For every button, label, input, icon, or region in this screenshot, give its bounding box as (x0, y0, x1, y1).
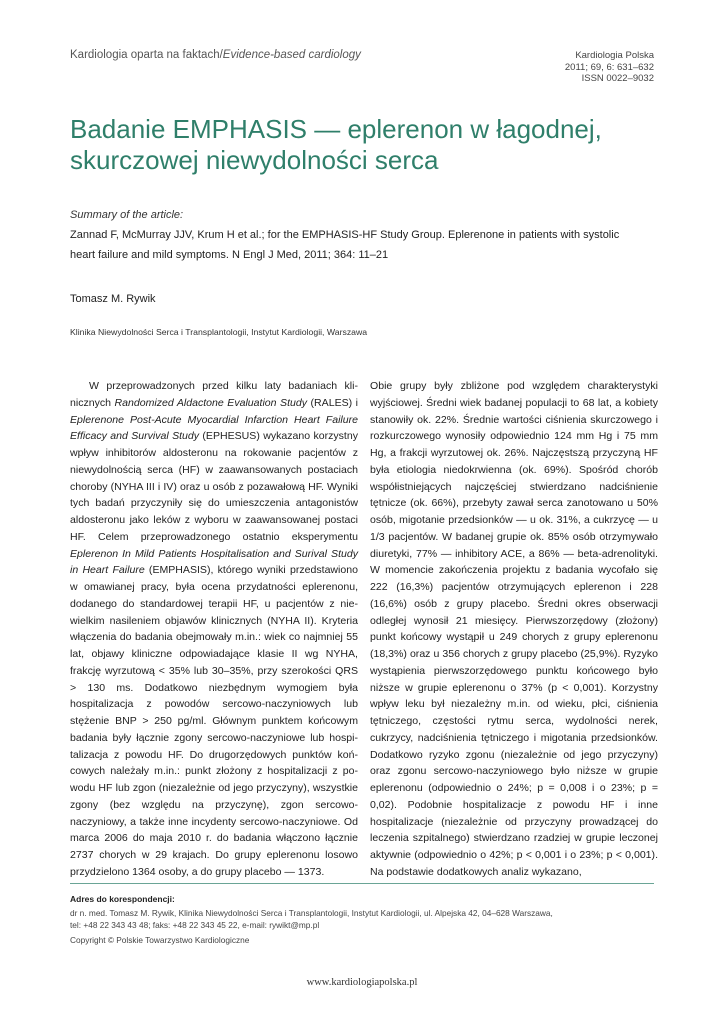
correspondence-address (70, 907, 660, 931)
body-column-left (70, 378, 358, 881)
citation (70, 225, 660, 265)
section-label-en: Evidence-based cardiology (222, 49, 361, 61)
correspondence-line-1: dr n. med. Tomasz M. Rywik, Klinika Niewydolności Serca i Transplantologii, Instytut Kardiologii, ul. Alpejska 42, 04–628 Warszawa, (70, 908, 553, 918)
citation-line-1: Zannad F, McMurray JJV, Krum H et al.; for the EMPHASIS-HF Study Group. Eplerenone in patients with systolic (70, 229, 620, 241)
author-name: Tomasz M. Rywik (70, 293, 156, 305)
journal-name: Kardiologia Polska (575, 50, 654, 61)
body-column-right (370, 378, 658, 881)
title-line-1: Badanie EMPHASIS — eplerenon w łagodnej, (70, 114, 602, 144)
author-affiliation: Klinika Niewydolności Serca i Transplantologii, Instytut Kardiologii, Warszawa (70, 327, 368, 337)
footnote-divider (70, 883, 654, 884)
volume-pages: 2011; 69, 6: 631–632 (564, 61, 654, 73)
body-text: (EPHESUS) wykazano korzystny wpływ inhibitorów aldosteronu na rokowanie pacjentów z niewydolnością serca (HF) w zaawansowanych postaciach choroby (NYHA III i IV) oraz u osób z pozawałową HF. Wyniki tych badań przyczyniły się do umieszczenia antagonistów aldosteronu jako leków z wyboru w zaawansowanej postaci HF. Celem przeprowadzonego ostatnio eksperymentu (70, 430, 358, 543)
section-label-pl: Kardiologia oparta na faktach/ (70, 49, 223, 61)
citation-line-2: heart failure and mild symptoms. N Engl J Med, 2011; 364: 11–21 (70, 249, 389, 261)
study-name-emphasis: Eplerenon In Mild Patients Hospitalisation and Surival Study in Heart Failure (70, 547, 358, 577)
article-title (70, 114, 660, 176)
journal-info (565, 50, 654, 85)
correspondence-line-2: tel: +48 22 343 43 48; faks: +48 22 343 45 22, e-mail: rywikt@mp.pl (70, 920, 320, 930)
summary-label: Summary of the article: (70, 209, 184, 221)
body-paragraph-right: Obie grupy były zbliżone pod względem charakterystyki wyjściowej. Średni wiek badanej populacji to 68 lat, a kobiety stanowiły ok. 22%. Średnie wartości ciśnienia skurczowego i rozkurczowego wynosiły odpowiednio 124 mm Hg i 75 mm Hg, a frakcji wyrzutowej ok. 26%. Najczęstszą przyczyną HF była etiologia niedokrwienna (ok. 69%). Spośród chorób współistniejących najczęściej stwierdzano nadciśnienie tętnicze (ok. 66%), przebyty zawał serca zanotowano u 50% osób, migotanie przedsionków — u ok. 31%, a cukrzycę — u 1/3 pacjentów. W badanej grupie ok. 85% osób otrzymywało diuretyki, 77% — inhibitory ACE, a 86% — beta-adrenolityki. W momencie zakończenia projektu z badania wycofało się 222 (16,3%) pacjentów otrzymujących eplerenon i 228 (16,6%) osób z grupy placebo. Średni okres obserwacji odległej wynosił 21 miesięcy. Pierwszorzędowy (złożony) punkt końcowy wystąpił u 249 chorych z grupy eplerenonu (18,3%) oraz u 356 chorych z grupy placebo (25,9%). Ryzyko wystąpienia pierwszorzędowego punktu końcowego było niższe w grupie eplerenonu o 37% (p < 0,001). Korzystny wpływ leku był niezależny m.in. od wieku, płci, ciśnienia tętniczego, częstości rytmu serca, wydolności nerek, cukrzycy, nadciśnienia tętniczego i migotania przedsionków. Dodatkowo ryzyko zgonu (niezależnie od jego przyczyny) oraz zgonu sercowo-naczyniowego było niższe w grupie eplerenonu (odpowiednio o 24%; p = 0,008 i o 23%; p = 0,02). Podobnie hospitalizacje z powodu HF i inne hospitalizacje (niezależnie od przyczyny prowadzącej do leczenia szpitalnego) stwierdzano rzadziej w grupie leczonej aktywnie (odpowiednio o 42%; p < 0,001 i o 23%; p < 0,001). Na podstawie dodatkowych analiz wykazano, (370, 380, 658, 878)
correspondence-title: Adres do korespondencji: (70, 894, 175, 904)
body-text: (RALES) i (307, 396, 358, 409)
title-line-2: skurczowej niewydolności serca (70, 145, 439, 175)
running-header (70, 49, 361, 61)
issn: ISSN 0022–9032 (581, 73, 654, 84)
study-name-rales: Randomized Aldactone Evaluation Study (114, 396, 308, 409)
study-name-ephesus: Eplerenone Post-Acute Myocardial Infarction Heart Failure Efficacy and Survival Study (70, 413, 358, 443)
body-paragraph-left (70, 378, 358, 881)
body-text: (EMPHASIS), którego wyniki przedstawiono w omawianej pracy, była ocena przydatności eplerenonu, dodanego do standardowej terapii HF, u pacjentów z niewielkim nasileniem objawów klinicznych (NYHA II). Kryteria włączenia do badania obejmowały m.in.: wiek co najmniej 55 lat, objawy kliniczne odpowiadające klasie II wg NYHA, frakcję wyrzutową < 35% lub 30–35%, przy szerokości QRS > 130 ms. Dodatkowo niezbędnym wymogiem była hospitalizacja z powodów sercowo-naczyniowych lub stężenie BNP > 250 pg/ml. Głównym punktem końcowym badania były łącznie zgony sercowo-naczyniowe lub hospitalizacja z powodu HF. Do drugorzędowych punktów końcowych należały m.in.: punkt złożony z hospitalizacji z powodu HF lub zgon (niezależnie od jego przyczyny), wszystkie zgony (bez względu na przyczynę), zgon sercowo-naczyniowy, a także inne incydenty sercowo-naczyniowe. Od marca 2006 do maja 2010 r. do badania włączono łącznie 2737 chorych w 29 krajach. Do grupy eplerenonu losowo przydzielono 1364 osoby, a do grupy placebo — 1373. (70, 564, 358, 878)
footer-url: www.kardiologiapolska.pl (306, 977, 418, 988)
copyright-notice: Copyright © Polskie Towarzystwo Kardiologiczne (70, 935, 250, 945)
body-text: W przeprowadzonych przed kilku laty badaniach klinicznych (70, 380, 358, 409)
